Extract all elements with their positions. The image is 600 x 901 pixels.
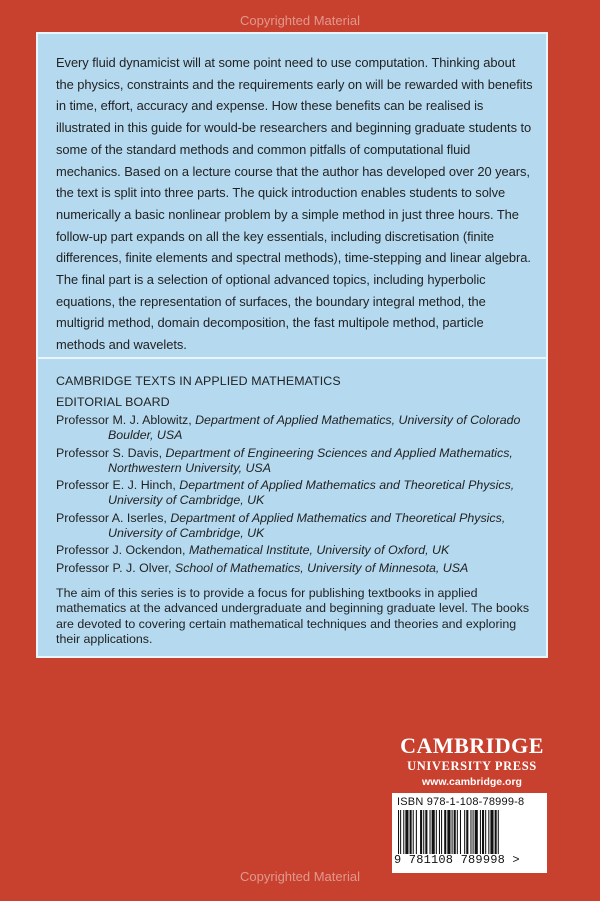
board-member <box>56 511 536 541</box>
series-aim: The aim of this series is to provide a focus for publishing textbooks in applied mathematics at the advanced undergraduate and beginning graduate level. The books are devoted to covering certain mathematical techniques and theories and exploring their applications. <box>56 585 530 647</box>
member-name: Professor J. Ockendon, <box>56 543 186 558</box>
isbn-label: ISBN 978-1-108-78999-8 <box>397 796 525 808</box>
board-member <box>56 413 536 443</box>
publisher-name: CAMBRIDGE <box>400 733 544 758</box>
panel-divider <box>38 357 546 359</box>
back-cover-panel <box>36 32 548 658</box>
member-name: Professor E. J. Hinch, <box>56 478 176 493</box>
member-affiliation: Department of Applied Mathematics, University of Colorado Boulder, USA <box>108 413 521 443</box>
board-member <box>56 561 536 576</box>
copyright-watermark-top: Copyrighted Material <box>240 13 360 28</box>
member-affiliation: Department of Engineering Sciences and Applied Mathematics, Northwestern University, USA <box>108 445 513 475</box>
copyright-watermark-bottom: Copyrighted Material <box>240 869 360 884</box>
member-name: Professor M. J. Ablowitz, <box>56 413 192 427</box>
board-member <box>56 543 536 558</box>
member-affiliation: School of Mathematics, University of Minnesota, USA <box>174 560 469 575</box>
barcode-icon <box>396 810 543 854</box>
editorial-board-heading: EDITORIAL BOARD <box>56 395 170 409</box>
board-member <box>56 446 536 476</box>
publisher-url: www.cambridge.org <box>422 776 522 788</box>
publisher-subtitle: UNIVERSITY PRESS <box>407 759 537 773</box>
series-info <box>56 373 536 648</box>
isbn-barcode <box>392 793 547 873</box>
member-name: Professor A. Iserles, <box>56 510 167 525</box>
member-affiliation: Mathematical Institute, University of Oxford, UK <box>188 543 450 558</box>
board-member <box>56 478 536 508</box>
publisher-logo <box>392 733 552 790</box>
member-name: Professor S. Davis, <box>56 445 163 460</box>
member-name: Professor P. J. Olver, <box>56 560 172 575</box>
book-description: Every fluid dynamicist will at some point need to use computation. Thinking about the physics, constraints and the requirements early on will be rewarded with benefits in time, effort, accuracy and expense. How these benefits can be realised is illustrated in this guide for would-be researchers and beginning graduate students to some of the standard methods and common pitfalls of computational fluid mechanics. Based on a lecture course that the author has developed over 20 years, the text is split into three parts. The quick introduction enables students to solve numerically a basic nonlinear problem by a simple method in just three hours. The follow-up part expands on all the key essentials, including discretisation (finite differences, finite elements and spectral methods), time-stepping and linear algebra. The final part is a selection of optional advanced topics, including hyperbolic equations, the representation of surfaces, the boundary integral method, the multigrid method, domain decomposition, the fast multipole method, particle methods and wavelets. <box>56 55 533 353</box>
member-affiliation: Department of Applied Mathematics and Theoretical Physics, University of Cambridge, UK <box>108 478 515 508</box>
ean-digits: 9 781108 789998 > <box>394 853 520 867</box>
series-title: CAMBRIDGE TEXTS IN APPLIED MATHEMATICS <box>56 374 341 388</box>
editorial-board-list <box>56 413 536 576</box>
member-affiliation: Department of Applied Mathematics and Theoretical Physics, University of Cambridge, UK <box>108 510 506 540</box>
